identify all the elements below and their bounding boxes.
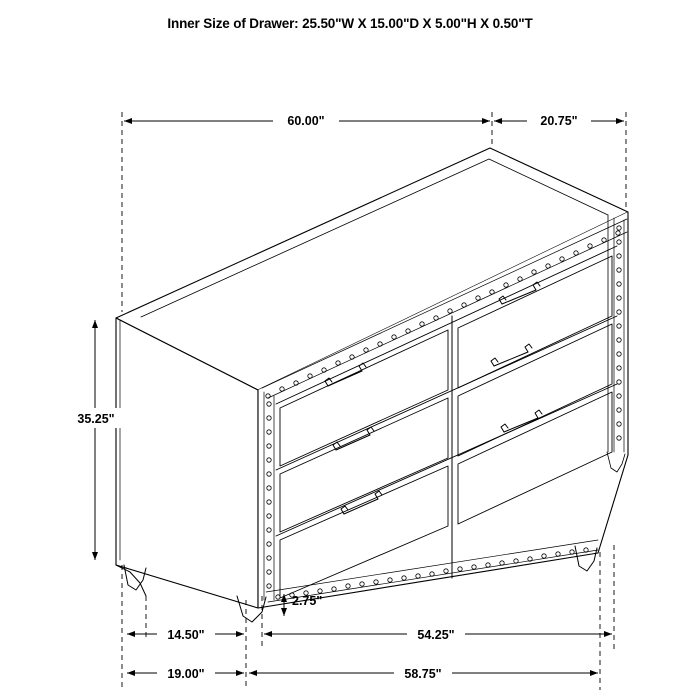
dimension-label-leg-height: 2.75" [292, 594, 323, 608]
dimension-label-top-depth: 20.75" [540, 114, 578, 128]
dimension-label-overall-height: 35.25" [77, 412, 115, 426]
dresser-case [116, 148, 628, 608]
dimension-label-front-base: 54.25" [417, 628, 455, 642]
dimension-label-side-base: 14.50" [167, 628, 205, 642]
page-title: Inner Size of Drawer: 25.50"W X 15.00"D X 5.00"H X 0.50"T [167, 16, 533, 31]
dimension-label-top-width: 60.00" [287, 114, 325, 128]
dimension-label-front-overall: 58.75" [404, 667, 442, 681]
dimension-label-side-overall: 19.00" [167, 667, 205, 681]
